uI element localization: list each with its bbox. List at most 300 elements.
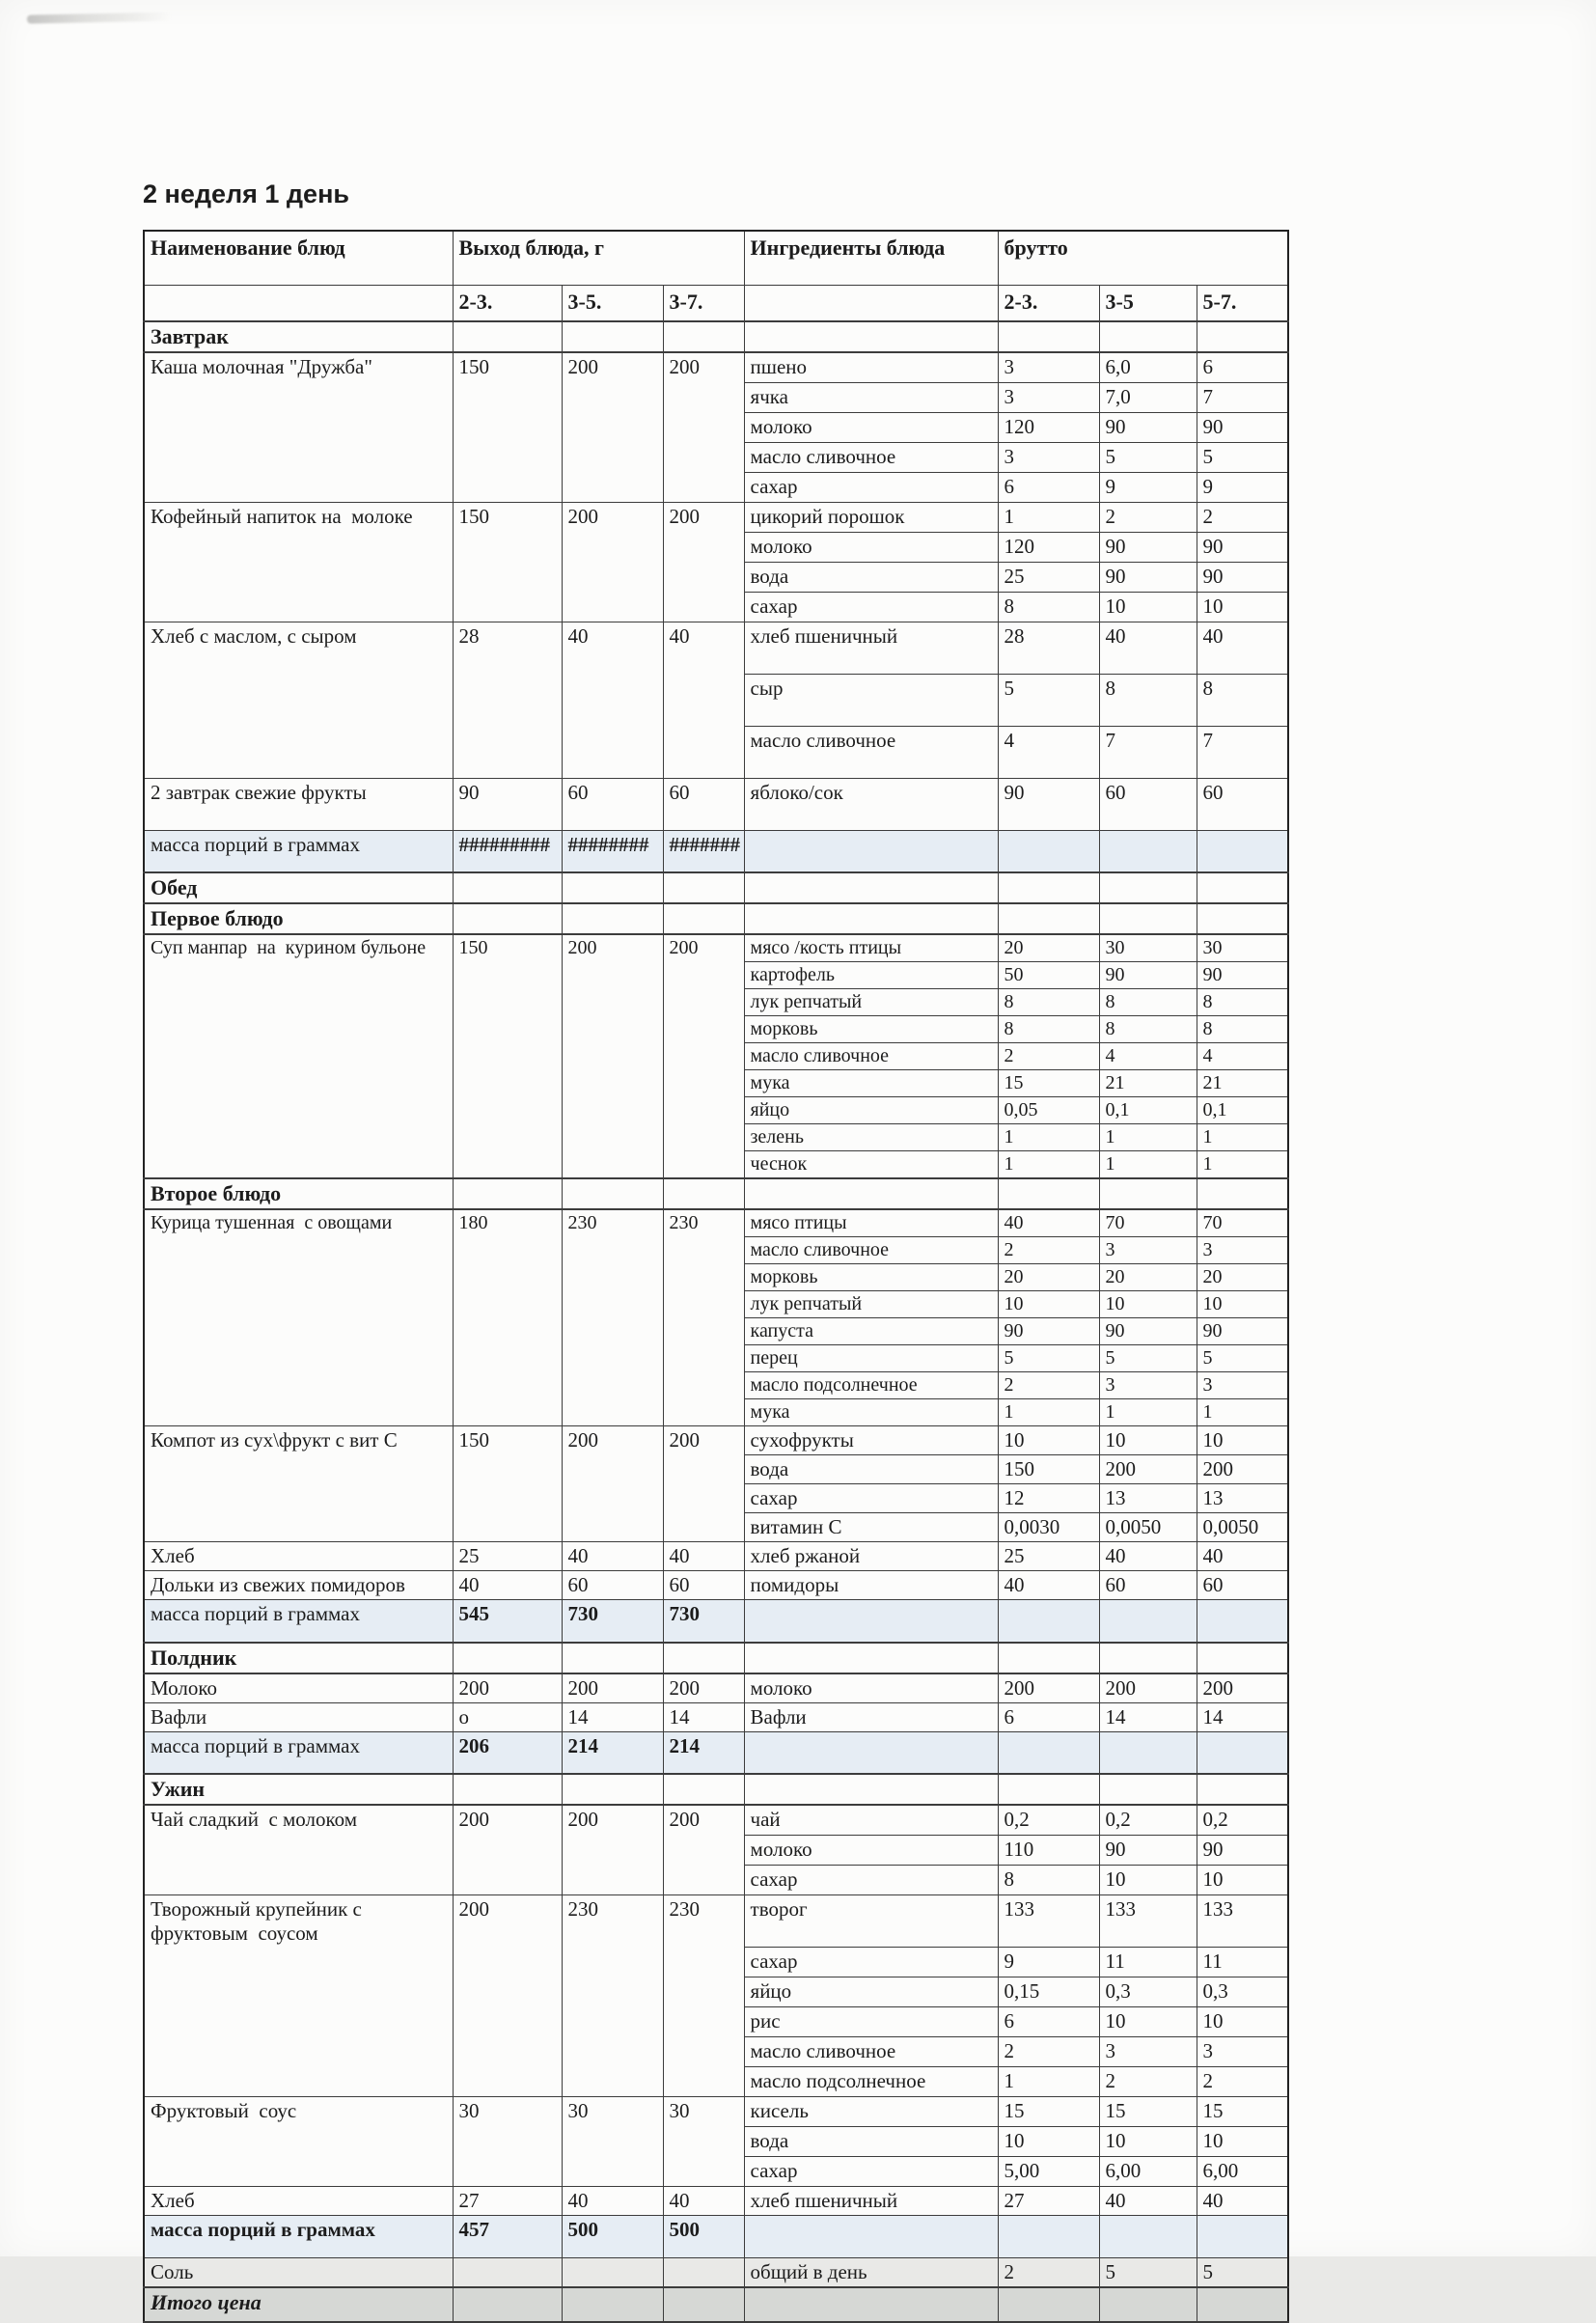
brutto-value-cell: 0,0050 — [1099, 1513, 1197, 1542]
empty-cell — [998, 1600, 1099, 1643]
empty-cell — [744, 872, 998, 903]
ingredient-name-cell: мясо птицы — [744, 1209, 998, 1237]
brutto-value-cell: 10 — [1099, 2126, 1197, 2156]
dish-ingredient-row — [144, 2096, 1288, 2126]
output-value-cell: 150 — [453, 502, 562, 622]
brutto-value-cell: 5 — [1099, 442, 1197, 472]
ingredient-name-cell: масло подсолнечное — [744, 2066, 998, 2096]
brutto-value-cell: 0,0050 — [1197, 1513, 1288, 1542]
ingredient-name-cell: мука — [744, 1070, 998, 1097]
output-value-cell: 150 — [453, 352, 562, 502]
ingredient-name-cell: вода — [744, 1455, 998, 1484]
col-subheader-output-3-5: 3-5. — [562, 285, 663, 321]
brutto-value-cell: 10 — [1197, 592, 1288, 622]
brutto-value-cell: 14 — [1197, 1702, 1288, 1731]
brutto-value-cell: 11 — [1197, 1947, 1288, 1977]
empty-cell — [1099, 1731, 1197, 1774]
brutto-value-cell: 1 — [1197, 1124, 1288, 1151]
col-subheader-blank — [744, 285, 998, 321]
portion-mass-label-cell: масса порций в граммах — [144, 1600, 453, 1643]
brutto-value-cell: 10 — [1197, 1865, 1288, 1894]
brutto-value-cell: 133 — [998, 1894, 1099, 1947]
output-value-cell: 200 — [663, 1426, 744, 1542]
brutto-value-cell: 9 — [998, 1947, 1099, 1977]
brutto-value-cell: 8 — [998, 1865, 1099, 1894]
brutto-value-cell: 60 — [1197, 778, 1288, 830]
brutto-value-cell: 4 — [1197, 1043, 1288, 1070]
brutto-value-cell: 2 — [998, 2257, 1099, 2287]
empty-cell — [1099, 1178, 1197, 1209]
col-header-brutto: брутто — [998, 231, 1288, 285]
brutto-value-cell: 10 — [1099, 1426, 1197, 1455]
brutto-value-cell: 20 — [998, 1264, 1099, 1291]
brutto-value-cell: 40 — [1099, 1542, 1197, 1571]
portion-mass-label-cell: масса порций в граммах — [144, 2215, 453, 2257]
brutto-value-cell: 5 — [1197, 1345, 1288, 1372]
col-subheader-output-3-7: 3-7. — [663, 285, 744, 321]
ingredient-name-cell: мука — [744, 1399, 998, 1426]
ingredient-name-cell: масло сливочное — [744, 726, 998, 778]
empty-cell — [744, 1178, 998, 1209]
ingredient-name-cell: пшено — [744, 352, 998, 382]
ingredient-name-cell: рис — [744, 2006, 998, 2036]
brutto-value-cell: 5,00 — [998, 2156, 1099, 2186]
dish-name-cell: Хлеб — [144, 1542, 453, 1571]
scan-smudge — [27, 12, 172, 23]
output-value-cell: 230 — [562, 1209, 663, 1426]
ingredient-name-cell: цикорий порошок — [744, 502, 998, 532]
empty-cell — [453, 872, 562, 903]
brutto-value-cell: 9 — [1197, 472, 1288, 502]
output-value-cell — [663, 2257, 744, 2287]
ingredient-name-cell: ячка — [744, 382, 998, 412]
ingredient-name-cell: молоко — [744, 1835, 998, 1865]
output-value-cell: 200 — [663, 1805, 744, 1894]
section-row — [144, 1774, 1288, 1805]
empty-cell — [1197, 830, 1288, 872]
output-value-cell: 200 — [663, 352, 744, 502]
brutto-value-cell: 200 — [1099, 1455, 1197, 1484]
ingredient-name-cell: витамин С — [744, 1513, 998, 1542]
brutto-value-cell: 1 — [998, 1124, 1099, 1151]
brutto-value-cell: 2 — [1099, 502, 1197, 532]
output-value-cell: 200 — [663, 1673, 744, 1703]
dish-name-cell: Суп манпар на курином бульоне — [144, 934, 453, 1178]
portion-mass-label-cell: масса порций в граммах — [144, 1731, 453, 1774]
empty-cell — [998, 1178, 1099, 1209]
output-value-cell: 40 — [453, 1571, 562, 1600]
brutto-value-cell: 133 — [1197, 1894, 1288, 1947]
output-value-cell: 60 — [562, 1571, 663, 1600]
output-value-cell: 200 — [663, 934, 744, 1178]
empty-cell — [562, 321, 663, 352]
empty-cell — [998, 1731, 1099, 1774]
brutto-value-cell: 6 — [998, 1702, 1099, 1731]
brutto-value-cell: 8 — [1197, 674, 1288, 726]
brutto-value-cell: 2 — [998, 2036, 1099, 2066]
brutto-value-cell: 2 — [1197, 2066, 1288, 2096]
brutto-value-cell: 3 — [998, 442, 1099, 472]
output-value-cell: 60 — [663, 778, 744, 830]
brutto-value-cell: 8 — [998, 592, 1099, 622]
dish-name-cell: Молоко — [144, 1673, 453, 1703]
brutto-value-cell: 200 — [1099, 1673, 1197, 1703]
empty-cell — [663, 1178, 744, 1209]
ingredient-name-cell: хлеб ржаной — [744, 1542, 998, 1571]
empty-cell — [1099, 1643, 1197, 1673]
portion-mass-value-cell: 730 — [663, 1600, 744, 1643]
section-label-cell: Ужин — [144, 1774, 453, 1805]
empty-cell — [663, 1774, 744, 1805]
brutto-value-cell: 7,0 — [1099, 382, 1197, 412]
total-price-row — [144, 2287, 1288, 2322]
brutto-value-cell: 10 — [1099, 1291, 1197, 1318]
brutto-value-cell: 5 — [1099, 1345, 1197, 1372]
ingredient-name-cell: творог — [744, 1894, 998, 1947]
ingredient-name-cell: сахар — [744, 2156, 998, 2186]
output-value-cell: 200 — [562, 1673, 663, 1703]
ingredient-name-cell: зелень — [744, 1124, 998, 1151]
portion-mass-value-cell: 457 — [453, 2215, 562, 2257]
empty-cell — [562, 1643, 663, 1673]
section-label-cell: Завтрак — [144, 321, 453, 352]
ingredient-name-cell: лук репчатый — [744, 989, 998, 1016]
ingredient-name-cell: вода — [744, 562, 998, 592]
ingredient-name-cell: масло сливочное — [744, 2036, 998, 2066]
brutto-value-cell: 3 — [998, 352, 1099, 382]
section-row — [144, 1178, 1288, 1209]
empty-cell — [1099, 830, 1197, 872]
dish-name-cell: Соль — [144, 2257, 453, 2287]
ingredient-name-cell: вода — [744, 2126, 998, 2156]
brutto-value-cell: 5 — [1099, 2257, 1197, 2287]
brutto-value-cell: 70 — [1197, 1209, 1288, 1237]
section-label-cell: Итого цена — [144, 2287, 453, 2322]
portion-mass-value-cell: ####### — [663, 830, 744, 872]
empty-cell — [1197, 872, 1288, 903]
empty-cell — [998, 2215, 1099, 2257]
ingredient-name-cell: масло сливочное — [744, 442, 998, 472]
empty-cell — [663, 321, 744, 352]
ingredient-name-cell: кисель — [744, 2096, 998, 2126]
empty-cell — [998, 321, 1099, 352]
empty-cell — [1099, 872, 1197, 903]
brutto-value-cell: 3 — [998, 382, 1099, 412]
empty-cell — [1197, 2287, 1288, 2322]
dish-ingredient-row — [144, 2257, 1288, 2287]
output-value-cell: 60 — [663, 1571, 744, 1600]
ingredient-name-cell: масло сливочное — [744, 1043, 998, 1070]
ingredient-name-cell: картофель — [744, 962, 998, 989]
empty-cell — [453, 1178, 562, 1209]
brutto-value-cell: 10 — [1197, 1426, 1288, 1455]
brutto-value-cell: 3 — [1099, 1237, 1197, 1264]
empty-cell — [453, 321, 562, 352]
ingredient-name-cell: Вафли — [744, 1702, 998, 1731]
brutto-value-cell: 133 — [1099, 1894, 1197, 1947]
brutto-value-cell: 6 — [998, 2006, 1099, 2036]
dish-name-cell: Дольки из свежих помидоров — [144, 1571, 453, 1600]
ingredient-name-cell: морковь — [744, 1264, 998, 1291]
brutto-value-cell: 200 — [1197, 1673, 1288, 1703]
brutto-value-cell: 8 — [1197, 1016, 1288, 1043]
brutto-value-cell: 6,00 — [1197, 2156, 1288, 2186]
dish-name-cell: 2 завтрак свежие фрукты — [144, 778, 453, 830]
ingredient-name-cell: молоко — [744, 532, 998, 562]
ingredient-name-cell: сыр — [744, 674, 998, 726]
brutto-value-cell: 2 — [1099, 2066, 1197, 2096]
empty-cell — [998, 1643, 1099, 1673]
ingredient-name-cell: хлеб пшеничный — [744, 622, 998, 674]
dish-name-cell: Вафли — [144, 1702, 453, 1731]
brutto-value-cell: 90 — [1099, 562, 1197, 592]
ingredient-name-cell: яблоко/сок — [744, 778, 998, 830]
brutto-value-cell: 10 — [1099, 592, 1197, 622]
brutto-value-cell: 40 — [998, 1209, 1099, 1237]
empty-cell — [453, 1643, 562, 1673]
dish-name-cell: Чай сладкий с молоком — [144, 1805, 453, 1894]
brutto-value-cell: 40 — [998, 1571, 1099, 1600]
ingredient-name-cell: сахар — [744, 1865, 998, 1894]
dish-ingredient-row — [144, 1702, 1288, 1731]
brutto-value-cell: 9 — [1099, 472, 1197, 502]
brutto-value-cell: 150 — [998, 1455, 1099, 1484]
dish-name-cell: Кофейный напиток на молоке — [144, 502, 453, 622]
dish-ingredient-row — [144, 502, 1288, 532]
brutto-value-cell: 90 — [1099, 532, 1197, 562]
brutto-value-cell: 110 — [998, 1835, 1099, 1865]
ingredient-name-cell: сахар — [744, 472, 998, 502]
brutto-value-cell: 8 — [998, 1016, 1099, 1043]
brutto-value-cell: 25 — [998, 1542, 1099, 1571]
brutto-value-cell: 90 — [1197, 1318, 1288, 1345]
brutto-value-cell: 0,3 — [1099, 1977, 1197, 2006]
header-row-1 — [144, 231, 1288, 285]
section-label-cell: Первое блюдо — [144, 903, 453, 934]
brutto-value-cell: 8 — [1099, 674, 1197, 726]
section-row — [144, 321, 1288, 352]
brutto-value-cell: 20 — [1099, 1264, 1197, 1291]
brutto-value-cell: 1 — [1099, 1151, 1197, 1179]
empty-cell — [744, 1643, 998, 1673]
dish-name-cell: Курица тушенная с овощами — [144, 1209, 453, 1426]
brutto-value-cell: 5 — [1197, 442, 1288, 472]
output-value-cell: 180 — [453, 1209, 562, 1426]
brutto-value-cell: 10 — [998, 1426, 1099, 1455]
brutto-value-cell: 28 — [998, 622, 1099, 674]
ingredient-name-cell: яйцо — [744, 1097, 998, 1124]
output-value-cell: 150 — [453, 934, 562, 1178]
brutto-value-cell: 2 — [998, 1237, 1099, 1264]
dish-ingredient-row — [144, 1209, 1288, 1237]
dish-ingredient-row — [144, 1542, 1288, 1571]
dish-ingredient-row — [144, 1673, 1288, 1703]
empty-cell — [663, 1643, 744, 1673]
empty-cell — [1197, 1731, 1288, 1774]
brutto-value-cell: 90 — [1099, 412, 1197, 442]
brutto-value-cell: 15 — [998, 1070, 1099, 1097]
brutto-value-cell: 15 — [1197, 2096, 1288, 2126]
brutto-value-cell: 20 — [1197, 1264, 1288, 1291]
output-value-cell: 30 — [663, 2096, 744, 2186]
brutto-value-cell: 0,2 — [1099, 1805, 1197, 1835]
brutto-value-cell: 5 — [998, 674, 1099, 726]
brutto-value-cell: 1 — [1197, 1399, 1288, 1426]
brutto-value-cell: 90 — [1197, 1835, 1288, 1865]
brutto-value-cell: 6 — [1197, 352, 1288, 382]
output-value-cell: 200 — [453, 1805, 562, 1894]
brutto-value-cell: 4 — [1099, 1043, 1197, 1070]
brutto-value-cell: 6,00 — [1099, 2156, 1197, 2186]
brutto-value-cell: 12 — [998, 1484, 1099, 1513]
brutto-value-cell: 2 — [1197, 502, 1288, 532]
dish-name-cell: Фруктовый соус — [144, 2096, 453, 2186]
empty-cell — [453, 1774, 562, 1805]
ingredient-name-cell: помидоры — [744, 1571, 998, 1600]
empty-cell — [1099, 321, 1197, 352]
col-subheader-brutto-5-7: 5-7. — [1197, 285, 1288, 321]
portion-mass-value-cell: 214 — [663, 1731, 744, 1774]
dish-name-cell: Каша молочная "Дружба" — [144, 352, 453, 502]
brutto-value-cell: 20 — [998, 934, 1099, 962]
output-value-cell: 200 — [562, 1426, 663, 1542]
portion-mass-value-cell: 214 — [562, 1731, 663, 1774]
section-row — [144, 1643, 1288, 1673]
brutto-value-cell: 40 — [1197, 1542, 1288, 1571]
brutto-value-cell: 30 — [1099, 934, 1197, 962]
portion-mass-row — [144, 1600, 1288, 1643]
output-value-cell: 200 — [562, 352, 663, 502]
output-value-cell: 200 — [562, 502, 663, 622]
dish-ingredient-row — [144, 1426, 1288, 1455]
brutto-value-cell: 15 — [1099, 2096, 1197, 2126]
brutto-value-cell: 0,2 — [998, 1805, 1099, 1835]
brutto-value-cell: 10 — [1197, 2126, 1288, 2156]
brutto-value-cell: 70 — [1099, 1209, 1197, 1237]
brutto-value-cell: 0,05 — [998, 1097, 1099, 1124]
brutto-value-cell: 8 — [998, 989, 1099, 1016]
output-value-cell: 200 — [453, 1673, 562, 1703]
col-header-dish-name: Наименование блюд — [144, 231, 453, 285]
brutto-value-cell: 10 — [998, 1291, 1099, 1318]
brutto-value-cell: 27 — [998, 2186, 1099, 2215]
brutto-value-cell: 0,2 — [1197, 1805, 1288, 1835]
brutto-value-cell: 4 — [998, 726, 1099, 778]
output-value-cell: 14 — [663, 1702, 744, 1731]
ingredient-name-cell: общий в день — [744, 2257, 998, 2287]
empty-cell — [744, 903, 998, 934]
portion-mass-value-cell: 545 — [453, 1600, 562, 1643]
brutto-value-cell: 15 — [998, 2096, 1099, 2126]
brutto-value-cell: 90 — [998, 1318, 1099, 1345]
portion-mass-value-cell: ######### — [453, 830, 562, 872]
brutto-value-cell: 8 — [1197, 989, 1288, 1016]
brutto-value-cell: 14 — [1099, 1702, 1197, 1731]
ingredient-name-cell: масло подсолнечное — [744, 1372, 998, 1399]
dish-name-cell: Хлеб с маслом, с сыром — [144, 622, 453, 778]
output-value-cell: 230 — [663, 1209, 744, 1426]
brutto-value-cell: 50 — [998, 962, 1099, 989]
output-value-cell: 60 — [562, 778, 663, 830]
ingredient-name-cell: перец — [744, 1345, 998, 1372]
empty-cell — [663, 872, 744, 903]
brutto-value-cell: 40 — [1099, 2186, 1197, 2215]
ingredient-name-cell: сухофрукты — [744, 1426, 998, 1455]
ingredient-name-cell: молоко — [744, 1673, 998, 1703]
ingredient-name-cell: масло сливочное — [744, 1237, 998, 1264]
ingredient-name-cell: хлеб пшеничный — [744, 2186, 998, 2215]
brutto-value-cell: 3 — [1099, 2036, 1197, 2066]
brutto-value-cell: 60 — [1099, 1571, 1197, 1600]
empty-cell — [1197, 1600, 1288, 1643]
brutto-value-cell: 13 — [1197, 1484, 1288, 1513]
output-value-cell: 230 — [663, 1894, 744, 2096]
dish-ingredient-row — [144, 1894, 1288, 1947]
ingredient-name-cell: лук репчатый — [744, 1291, 998, 1318]
brutto-value-cell: 90 — [1197, 962, 1288, 989]
output-value-cell: 30 — [562, 2096, 663, 2186]
ingredient-name-cell: чеснок — [744, 1151, 998, 1179]
brutto-value-cell: 2 — [998, 1372, 1099, 1399]
ingredient-name-cell: яйцо — [744, 1977, 998, 2006]
brutto-value-cell: 10 — [1197, 1291, 1288, 1318]
dish-ingredient-row — [144, 622, 1288, 674]
ingredient-name-cell: капуста — [744, 1318, 998, 1345]
portion-mass-value-cell: 206 — [453, 1731, 562, 1774]
brutto-value-cell: 13 — [1099, 1484, 1197, 1513]
brutto-value-cell: 0,3 — [1197, 1977, 1288, 2006]
empty-cell — [1197, 2215, 1288, 2257]
brutto-value-cell: 6,0 — [1099, 352, 1197, 382]
output-value-cell: 14 — [562, 1702, 663, 1731]
output-value-cell: 200 — [562, 1805, 663, 1894]
empty-cell — [744, 1731, 998, 1774]
section-label-cell: Второе блюдо — [144, 1178, 453, 1209]
menu-table — [143, 230, 1289, 2323]
empty-cell — [744, 2287, 998, 2322]
brutto-value-cell: 1 — [998, 1151, 1099, 1179]
dish-ingredient-row — [144, 1805, 1288, 1835]
output-value-cell: 200 — [663, 502, 744, 622]
brutto-value-cell: 1 — [998, 2066, 1099, 2096]
brutto-value-cell: 1 — [1197, 1151, 1288, 1179]
brutto-value-cell: 60 — [1197, 1571, 1288, 1600]
output-value-cell: о — [453, 1702, 562, 1731]
empty-cell — [562, 1178, 663, 1209]
portion-mass-value-cell: ######## — [562, 830, 663, 872]
portion-mass-value-cell: 500 — [663, 2215, 744, 2257]
output-value-cell: 90 — [453, 778, 562, 830]
output-value-cell: 230 — [562, 1894, 663, 2096]
brutto-value-cell: 0,15 — [998, 1977, 1099, 2006]
brutto-value-cell: 0,1 — [1099, 1097, 1197, 1124]
brutto-value-cell: 10 — [998, 2126, 1099, 2156]
brutto-value-cell: 1 — [998, 502, 1099, 532]
empty-cell — [1197, 321, 1288, 352]
brutto-value-cell: 3 — [1197, 1237, 1288, 1264]
output-value-cell: 200 — [562, 934, 663, 1178]
brutto-value-cell: 200 — [998, 1673, 1099, 1703]
empty-cell — [998, 830, 1099, 872]
empty-cell — [1197, 1643, 1288, 1673]
brutto-value-cell: 6 — [998, 472, 1099, 502]
dish-ingredient-row — [144, 1571, 1288, 1600]
brutto-value-cell: 7 — [1197, 726, 1288, 778]
brutto-value-cell: 25 — [998, 562, 1099, 592]
empty-cell — [998, 903, 1099, 934]
empty-cell — [744, 1600, 998, 1643]
brutto-value-cell: 90 — [1197, 562, 1288, 592]
